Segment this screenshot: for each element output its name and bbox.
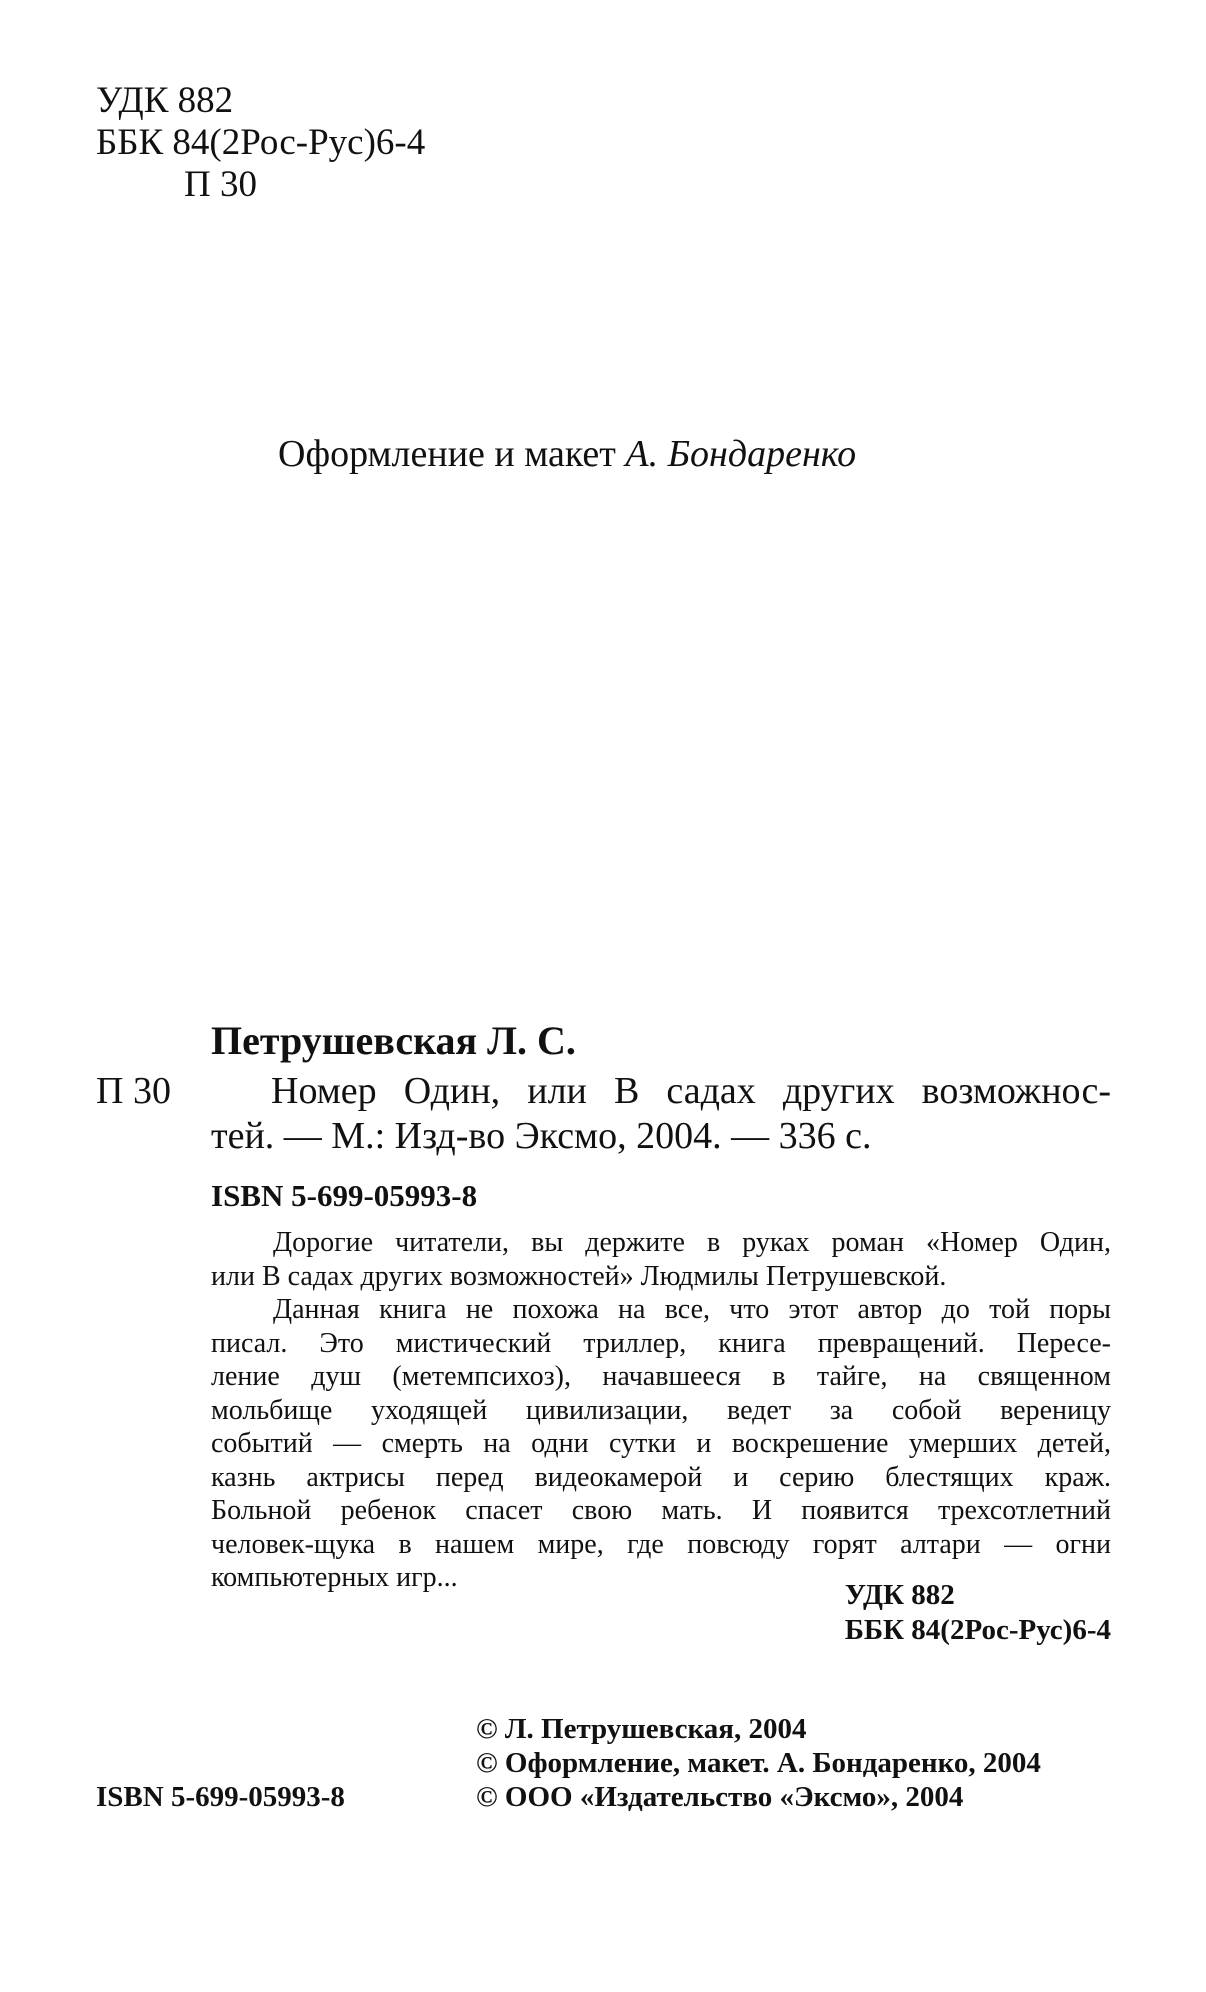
copyright-line: © Л. Петрушевская, 2004: [476, 1713, 807, 1745]
isbn-main: ISBN 5-699-05993-8: [211, 1178, 478, 1213]
copyright-line: © ООО «Издательство «Эксмо», 2004: [476, 1781, 964, 1813]
bbk-code-bottom: ББК 84(2Рос-Рус)6-4: [844, 1614, 1111, 1646]
designer-name: А. Бондаренко: [625, 433, 857, 475]
annotation-line: писал. Это мистический триллер, книга превращений. Пересе-: [211, 1327, 1111, 1359]
copyright-block: [476, 1712, 1041, 1814]
author-index-left: П 30: [96, 1070, 171, 1112]
bbk-code-top: ББК 84(2Рос-Рус)6-4: [96, 122, 426, 163]
author-index-top: П 30: [184, 164, 257, 205]
annotation-line: компьютерных игр...: [211, 1562, 458, 1593]
annotation-line: Больной ребенок спасет свою мать. И появится трехсотлетний: [211, 1495, 1111, 1526]
isbn-bottom: ISBN 5-699-05993-8: [96, 1781, 345, 1813]
copyright-line: © Оформление, макет. А. Бондаренко, 2004: [476, 1747, 1041, 1779]
annotation-line: казнь актрисы перед видеокамерой и серию блестящих краж.: [211, 1461, 1111, 1493]
design-credit: [278, 432, 856, 476]
annotation-line: человек-щука в нашем мире, где повсюду горят алтари — огни: [211, 1528, 1111, 1560]
bottom-classification: [845, 1578, 1111, 1648]
bibliographic-title: [211, 1069, 1111, 1159]
annotation-line: Дорогие читатели, вы держите в руках роман «Номер Один,: [273, 1227, 1111, 1258]
annotation-line: Данная книга не похожа на все, что этот автор до той поры: [273, 1294, 1111, 1325]
udk-code-bottom: УДК 882: [844, 1579, 955, 1611]
annotation-line: мольбище уходящей цивилизации, ведет за собой вереницу: [211, 1394, 1111, 1426]
author-name: Петрушевская Л. С.: [211, 1018, 576, 1063]
annotation-line: событий — смерть на одни сутки и воскрешение умерших детей,: [211, 1428, 1111, 1459]
annotation-line: или В садах других возможностей» Людмилы Петрушевской.: [211, 1260, 947, 1292]
design-credit-label: Оформление и макет: [278, 433, 616, 475]
udk-code-top: УДК 882: [96, 80, 234, 121]
annotation-line: ление душ (метемпсихоз), начавшееся в тайге, на священном: [211, 1361, 1111, 1392]
title-line-2: тей. — М.: Изд-во Эксмо, 2004. — 336 с.: [211, 1115, 872, 1157]
title-line-1: Номер Один, или В садах других возможнос-: [271, 1070, 1111, 1112]
annotation: [211, 1226, 1111, 1595]
